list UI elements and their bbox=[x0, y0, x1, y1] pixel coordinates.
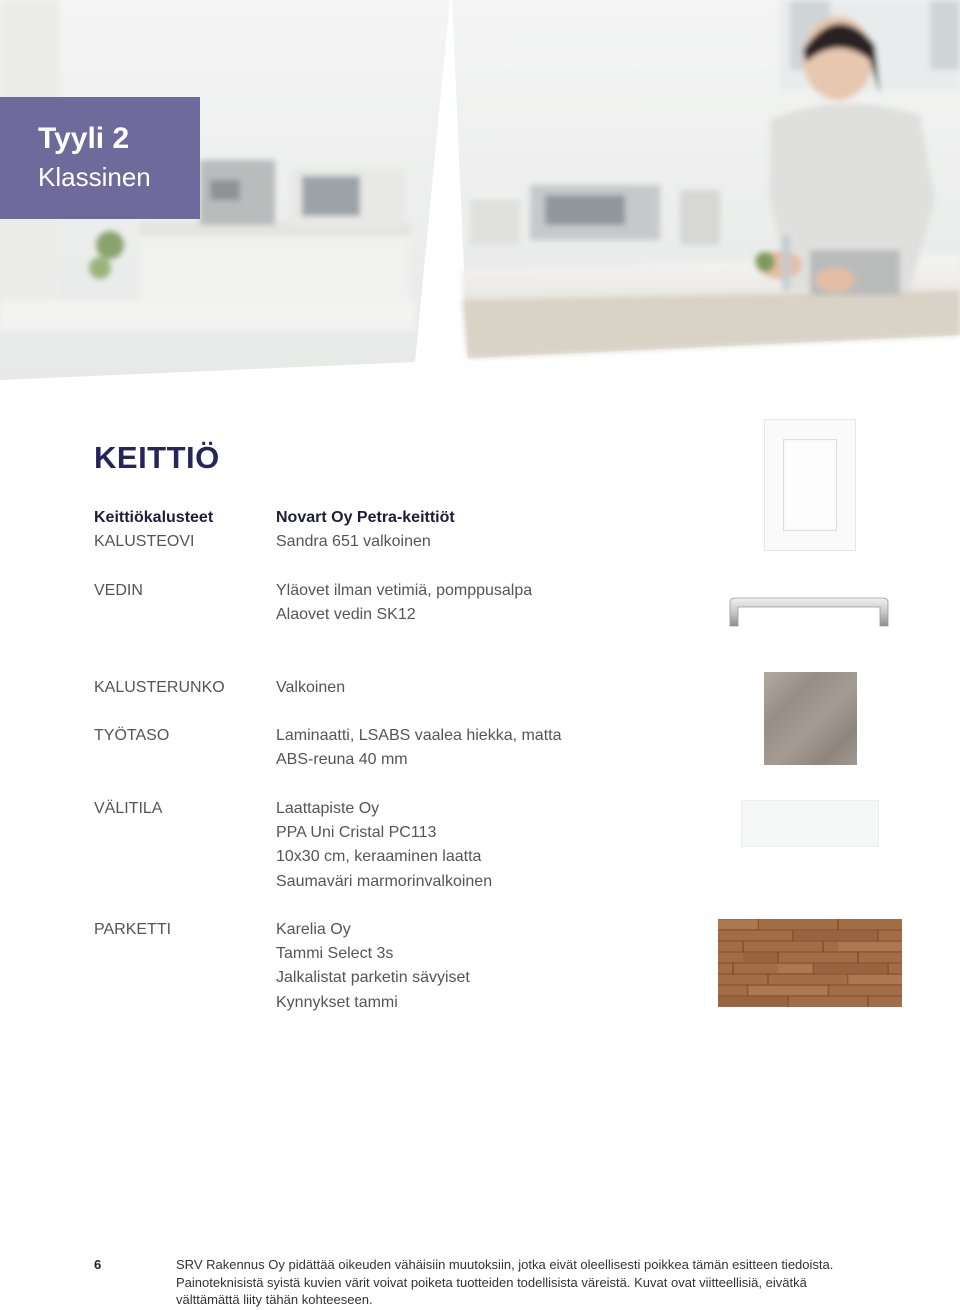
spec-value: Tammi Select 3s bbox=[276, 945, 394, 963]
spec-value: PPA Uni Cristal PC113 bbox=[276, 824, 437, 842]
spec-value: Yläovet ilman vetimiä, pomppusalpa bbox=[276, 582, 533, 599]
spec-value: Kynnykset tammi bbox=[276, 993, 398, 1011]
spec-label: VÄLITILA bbox=[94, 800, 163, 817]
spec-value: 10x30 cm, keraaminen laatta bbox=[276, 848, 482, 866]
spec-value: Alaovet vedin SK12 bbox=[276, 606, 416, 624]
style-tag bbox=[0, 97, 200, 219]
spec-value: Novart Oy Petra-keittiöt bbox=[276, 509, 455, 526]
spec-label: VEDIN bbox=[94, 582, 143, 599]
style-title: Tyyli 2 bbox=[38, 122, 130, 155]
spec-group-label: Keittiökalusteet bbox=[94, 509, 214, 526]
disclaimer-line: välttämättä liity tähän kohteeseen. bbox=[176, 1292, 373, 1307]
handle-swatch bbox=[728, 596, 890, 628]
spec-value: Sandra 651 valkoinen bbox=[276, 533, 431, 551]
disclaimer-line: Painoteknisistä syistä kuvien värit voivat poiketa tuotteiden todellisista väreistä. Kuvat ovat viitteellisiä, eivätkä bbox=[176, 1274, 807, 1290]
cabinet-door-swatch bbox=[764, 419, 856, 551]
spec-value: Jalkalistat parketin sävyiset bbox=[276, 969, 470, 987]
disclaimer bbox=[176, 1256, 866, 1309]
backsplash-tile-swatch bbox=[741, 800, 879, 847]
spec-label: TYÖTASO bbox=[94, 727, 170, 744]
section-heading: KEITTIÖ bbox=[94, 440, 220, 475]
spec-label: KALUSTERUNKO bbox=[94, 679, 225, 696]
spec-label: KALUSTEOVI bbox=[94, 533, 195, 551]
spec-label: PARKETTI bbox=[94, 921, 172, 938]
page-number: 6 bbox=[94, 1257, 102, 1272]
worktop-swatch bbox=[764, 672, 857, 765]
spec-value: Laattapiste Oy bbox=[276, 800, 380, 817]
spec-value: Karelia Oy bbox=[276, 921, 351, 938]
spec-value: ABS-reuna 40 mm bbox=[276, 751, 408, 769]
disclaimer-line: SRV Rakennus Oy pidättää oikeuden vähäisiin muutoksiin, jotka eivät oleellisesti poikkea tämän esitteen tiedoista. bbox=[176, 1257, 834, 1272]
spec-value: Valkoinen bbox=[276, 679, 346, 696]
spec-value: Laminaatti, LSABS vaalea hiekka, matta bbox=[276, 727, 562, 744]
spec-value: Saumaväri marmorinvalkoinen bbox=[276, 872, 493, 890]
parquet-swatch bbox=[718, 919, 902, 1007]
style-subtitle: Klassinen bbox=[38, 162, 151, 192]
